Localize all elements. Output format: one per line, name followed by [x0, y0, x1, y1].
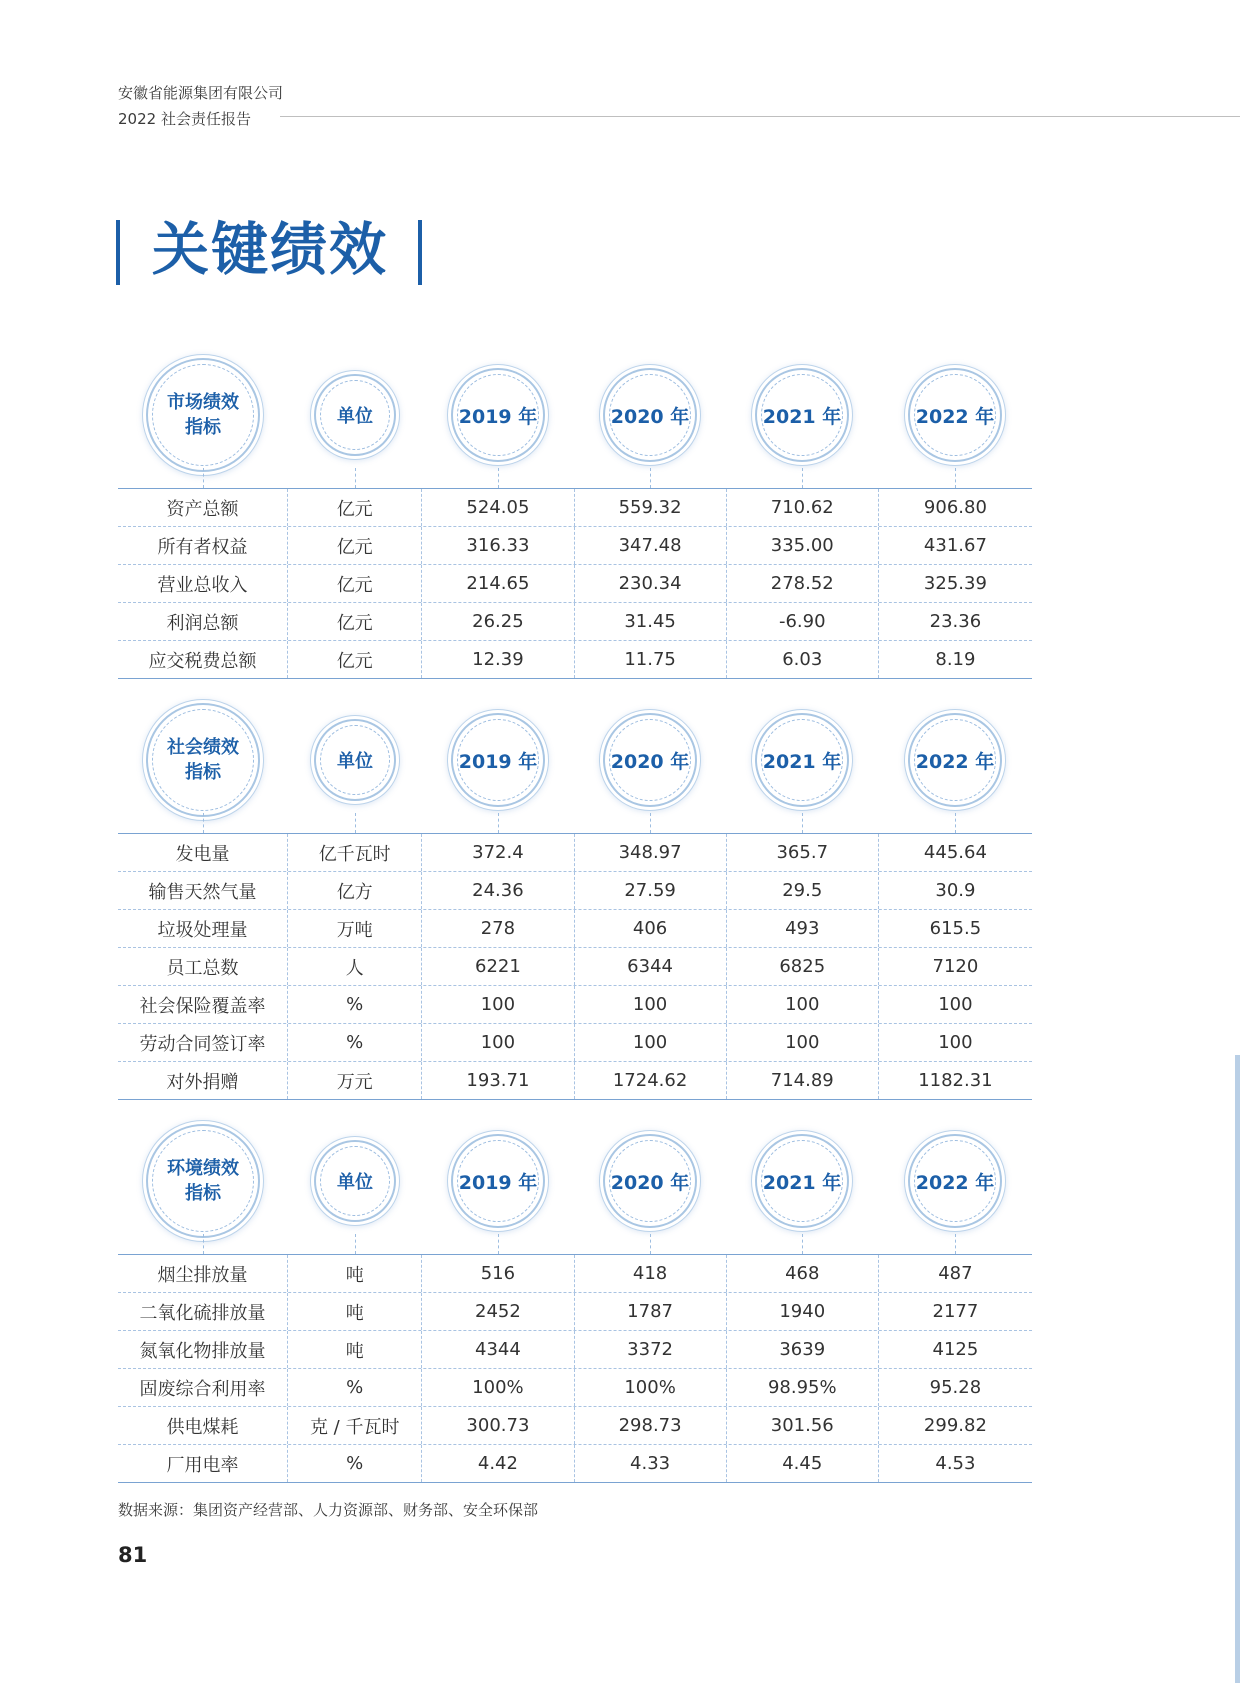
unit-cell: 克 / 千瓦时	[287, 1407, 421, 1444]
unit-circle	[316, 721, 394, 799]
value-cell: 29.5	[726, 872, 878, 909]
table-row	[118, 1292, 1032, 1330]
table-row	[118, 564, 1032, 602]
circle-label-line: 指标	[185, 762, 221, 783]
table-row	[118, 871, 1032, 909]
value-cell: 1724.62	[574, 1062, 726, 1099]
value-cell: 100	[726, 986, 878, 1023]
circle-label-line: 社会绩效	[167, 737, 239, 758]
unit-cell: 亿元	[287, 489, 421, 526]
circle-label	[916, 402, 995, 429]
indicator-name: 输售天然气量	[148, 881, 257, 903]
connector-line	[498, 813, 499, 833]
value-cell: 214.65	[421, 565, 573, 602]
value-cell: 100%	[574, 1369, 726, 1406]
circle-label-line: 2020 年	[610, 1171, 690, 1194]
circle-label	[337, 402, 373, 428]
table-row	[118, 526, 1032, 564]
year-circle	[453, 1136, 543, 1226]
connector-line	[802, 468, 803, 488]
circle-label-line: 单位	[337, 406, 373, 427]
circle-label	[167, 390, 239, 440]
edge-decoration	[1235, 1055, 1240, 1683]
value-cell: 26.25	[421, 603, 573, 640]
value-cell: 100	[574, 986, 726, 1023]
value-cell: 493	[726, 910, 878, 947]
value-cell: -6.90	[726, 603, 878, 640]
table-row	[118, 489, 1032, 526]
value-cell: 278	[421, 910, 573, 947]
connector-line	[802, 813, 803, 833]
circle-label-line: 单位	[337, 751, 373, 772]
year-circle	[605, 715, 695, 805]
table-row	[118, 1061, 1032, 1099]
value-cell: 365.7	[726, 834, 878, 871]
unit-cell: 吨	[287, 1255, 421, 1292]
value-cell: 335.00	[726, 527, 878, 564]
year-circle	[453, 715, 543, 805]
circle-label-line: 指标	[185, 1183, 221, 1204]
value-cell: 193.71	[421, 1062, 573, 1099]
circle-label-line: 2021 年	[762, 750, 842, 773]
connector-line	[650, 813, 651, 833]
value-cell: 2177	[878, 1293, 1032, 1330]
company-name: 安徽省能源集团有限公司	[118, 84, 284, 102]
table-row	[118, 985, 1032, 1023]
value-cell: 12.39	[421, 641, 573, 678]
circle-label-line: 指标	[185, 417, 221, 438]
value-cell: 714.89	[726, 1062, 878, 1099]
value-cell: 4125	[878, 1331, 1032, 1368]
value-cell: 559.32	[574, 489, 726, 526]
value-cell: 516	[421, 1255, 573, 1292]
unit-cell: 亿元	[287, 527, 421, 564]
circle-label	[337, 747, 373, 773]
circle-label-line: 2022 年	[915, 1171, 995, 1194]
year-circle	[910, 370, 1000, 460]
value-cell: 4.42	[421, 1445, 573, 1482]
unit-cell: 万吨	[287, 910, 421, 947]
value-cell: 348.97	[574, 834, 726, 871]
value-cell: 4.53	[878, 1445, 1032, 1482]
connector-line	[802, 1234, 803, 1254]
indicator-name: 烟尘排放量	[157, 1264, 248, 1286]
unit-circle	[316, 376, 394, 454]
unit-circle	[316, 1142, 394, 1220]
circle-label-line: 环境绩效	[167, 1158, 239, 1179]
indicator-name: 固废综合利用率	[139, 1378, 266, 1400]
circle-label-line: 2019 年	[458, 1171, 538, 1194]
circle-label	[763, 1168, 842, 1195]
year-circle	[757, 1136, 847, 1226]
circle-label-line: 2020 年	[610, 750, 690, 773]
value-cell: 100	[421, 986, 573, 1023]
page-number: 81	[118, 1543, 148, 1567]
unit-cell: %	[287, 986, 421, 1023]
value-cell: 100	[878, 1024, 1032, 1061]
connector-line	[355, 813, 356, 833]
indicator-name: 对外捐赠	[166, 1071, 239, 1093]
connector-line	[650, 468, 651, 488]
value-cell: 710.62	[726, 489, 878, 526]
value-cell: 906.80	[878, 489, 1032, 526]
value-cell: 100	[574, 1024, 726, 1061]
value-cell: 487	[878, 1255, 1032, 1292]
unit-cell: 万元	[287, 1062, 421, 1099]
year-circle	[453, 370, 543, 460]
table-row	[118, 1368, 1032, 1406]
connector-line	[498, 1234, 499, 1254]
unit-cell: 亿元	[287, 641, 421, 678]
circle-label-line: 市场绩效	[167, 392, 239, 413]
indicator-name: 氮氧化物排放量	[139, 1340, 266, 1362]
value-cell: 100	[878, 986, 1032, 1023]
unit-cell: 亿千瓦时	[287, 834, 421, 871]
value-cell: 1182.31	[878, 1062, 1032, 1099]
connector-line	[203, 1234, 204, 1254]
section-header	[118, 355, 1032, 488]
value-cell: 418	[574, 1255, 726, 1292]
indicator-name: 劳动合同签订率	[139, 1033, 266, 1055]
value-cell: 3372	[574, 1331, 726, 1368]
indicator-name: 营业总收入	[157, 574, 248, 596]
indicator-name: 利润总额	[166, 612, 239, 634]
indicator-name: 厂用电率	[166, 1454, 239, 1476]
value-cell: 6.03	[726, 641, 878, 678]
year-circle	[910, 1136, 1000, 1226]
value-cell: 347.48	[574, 527, 726, 564]
circle-label	[459, 747, 538, 774]
value-cell: 11.75	[574, 641, 726, 678]
value-cell: 1940	[726, 1293, 878, 1330]
table-row	[118, 602, 1032, 640]
table-row	[118, 1023, 1032, 1061]
year-circle	[757, 370, 847, 460]
category-circle	[148, 705, 258, 815]
performance-section	[118, 1121, 1032, 1483]
value-cell: 372.4	[421, 834, 573, 871]
circle-label	[459, 1168, 538, 1195]
circle-label	[611, 402, 690, 429]
circle-label	[611, 747, 690, 774]
circle-label-line: 2022 年	[915, 750, 995, 773]
circle-label	[763, 747, 842, 774]
value-cell: 7120	[878, 948, 1032, 985]
value-cell: 300.73	[421, 1407, 573, 1444]
value-cell: 445.64	[878, 834, 1032, 871]
unit-cell: 亿元	[287, 603, 421, 640]
value-cell: 6344	[574, 948, 726, 985]
value-cell: 4.33	[574, 1445, 726, 1482]
value-cell: 4344	[421, 1331, 573, 1368]
unit-cell: %	[287, 1369, 421, 1406]
value-cell: 6825	[726, 948, 878, 985]
value-cell: 524.05	[421, 489, 573, 526]
year-circle	[757, 715, 847, 805]
data-table	[118, 833, 1032, 1100]
unit-cell: 亿方	[287, 872, 421, 909]
indicator-name: 垃圾处理量	[157, 919, 248, 941]
value-cell: 468	[726, 1255, 878, 1292]
circle-label	[167, 1156, 239, 1206]
table-row	[118, 834, 1032, 871]
circle-label-line: 单位	[337, 1172, 373, 1193]
circle-label-line: 2019 年	[458, 405, 538, 428]
performance-section	[118, 700, 1032, 1100]
value-cell: 8.19	[878, 641, 1032, 678]
header-divider	[280, 116, 1240, 117]
indicator-name: 资产总额	[166, 498, 239, 520]
page-title: 关键绩效	[152, 217, 388, 283]
indicator-name: 应交税费总额	[148, 650, 257, 672]
connector-line	[203, 813, 204, 833]
report-name: 2022 社会责任报告	[118, 110, 251, 128]
section-header	[118, 1121, 1032, 1254]
circle-label	[916, 747, 995, 774]
value-cell: 1787	[574, 1293, 726, 1330]
connector-line	[355, 468, 356, 488]
section-header	[118, 700, 1032, 833]
value-cell: 24.36	[421, 872, 573, 909]
connector-line	[955, 468, 956, 488]
connector-line	[955, 813, 956, 833]
value-cell: 316.33	[421, 527, 573, 564]
table-row	[118, 947, 1032, 985]
circle-label-line: 2019 年	[458, 750, 538, 773]
indicator-name: 供电煤耗	[166, 1416, 239, 1438]
connector-line	[650, 1234, 651, 1254]
value-cell: 278.52	[726, 565, 878, 602]
circle-label	[916, 1168, 995, 1195]
indicator-name: 社会保险覆盖率	[139, 995, 266, 1017]
connector-line	[955, 1234, 956, 1254]
year-circle	[910, 715, 1000, 805]
table-row	[118, 640, 1032, 678]
report-header	[118, 80, 283, 132]
value-cell: 30.9	[878, 872, 1032, 909]
connector-line	[498, 468, 499, 488]
value-cell: 100	[421, 1024, 573, 1061]
table-row	[118, 1406, 1032, 1444]
connector-line	[355, 1234, 356, 1254]
indicator-name: 所有者权益	[157, 536, 248, 558]
circle-label	[167, 735, 239, 785]
value-cell: 406	[574, 910, 726, 947]
unit-cell: 人	[287, 948, 421, 985]
value-cell: 4.45	[726, 1445, 878, 1482]
table-row	[118, 909, 1032, 947]
circle-label	[611, 1168, 690, 1195]
value-cell: 2452	[421, 1293, 573, 1330]
value-cell: 615.5	[878, 910, 1032, 947]
circle-label-line: 2021 年	[762, 1171, 842, 1194]
unit-cell: 吨	[287, 1293, 421, 1330]
value-cell: 98.95%	[726, 1369, 878, 1406]
unit-cell: 吨	[287, 1331, 421, 1368]
data-table	[118, 488, 1032, 679]
value-cell: 301.56	[726, 1407, 878, 1444]
value-cell: 31.45	[574, 603, 726, 640]
title-bar-left	[116, 220, 120, 285]
circle-label	[763, 402, 842, 429]
indicator-name: 二氧化硫排放量	[139, 1302, 266, 1324]
value-cell: 6221	[421, 948, 573, 985]
unit-cell: %	[287, 1445, 421, 1482]
circle-label-line: 2020 年	[610, 405, 690, 428]
circle-label-line: 2021 年	[762, 405, 842, 428]
unit-cell: %	[287, 1024, 421, 1061]
table-row	[118, 1444, 1032, 1482]
value-cell: 95.28	[878, 1369, 1032, 1406]
performance-section	[118, 355, 1032, 679]
indicator-name: 员工总数	[166, 957, 239, 979]
connector-line	[203, 468, 204, 488]
unit-cell: 亿元	[287, 565, 421, 602]
value-cell: 23.36	[878, 603, 1032, 640]
value-cell: 325.39	[878, 565, 1032, 602]
data-table	[118, 1254, 1032, 1483]
year-circle	[605, 370, 695, 460]
circle-label	[459, 402, 538, 429]
value-cell: 3639	[726, 1331, 878, 1368]
source-note: 数据来源：集团资产经营部、人力资源部、财务部、安全环保部	[118, 1501, 539, 1519]
value-cell: 100%	[421, 1369, 573, 1406]
circle-label-line: 2022 年	[915, 405, 995, 428]
value-cell: 431.67	[878, 527, 1032, 564]
table-row	[118, 1255, 1032, 1292]
indicator-name: 发电量	[175, 843, 230, 865]
value-cell: 230.34	[574, 565, 726, 602]
category-circle	[148, 360, 258, 470]
value-cell: 298.73	[574, 1407, 726, 1444]
title-bar-right	[418, 220, 422, 285]
value-cell: 100	[726, 1024, 878, 1061]
table-row	[118, 1330, 1032, 1368]
year-circle	[605, 1136, 695, 1226]
value-cell: 299.82	[878, 1407, 1032, 1444]
category-circle	[148, 1126, 258, 1236]
value-cell: 27.59	[574, 872, 726, 909]
circle-label	[337, 1168, 373, 1194]
